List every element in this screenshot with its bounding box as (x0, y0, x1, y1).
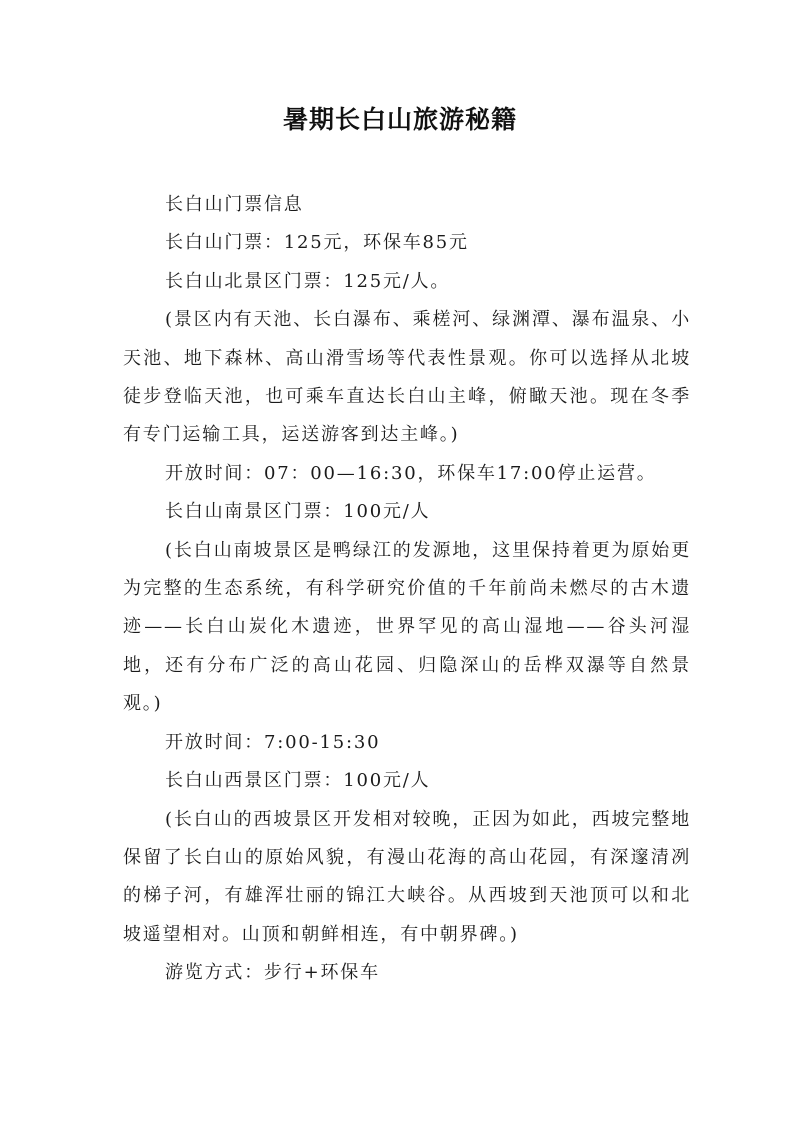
paragraph-south-hours: 开放时间：7:00-15:30 (165, 731, 381, 753)
paragraph-south-description: (长白山南坡景区是鸭绿江的发源地，这里保持着更为原始更为完整的生态系统，有科学研究价值的千年前尚未燃尽的古木遗迹——长白山炭化木遗迹，世界罕见的高山湿地——谷头河湿地，还有分布广泛的高山花园、归隐深山的岳桦双瀑等自然景观。) (123, 539, 691, 715)
paragraph-west-description: (长白山的西坡景区开发相对较晚，正因为如此，西坡完整地保留了长白山的原始风貌，有漫山花海的高山花园，有深邃清冽的梯子河，有雄浑壮丽的锦江大峡谷。从西坡到天池顶可以和北坡遥望相对。山顶和朝鲜相连，有中朝界碑。) (123, 808, 691, 945)
paragraph-south-ticket: 长白山南景区门票：100元/人 (165, 501, 431, 523)
document-title: 暑期长白山旅游秘籍 (282, 105, 517, 134)
paragraph-tour-method: 游览方式：步行+环保车 (165, 962, 380, 984)
paragraph-north-ticket: 长白山北景区门票：125元/人。 (165, 270, 451, 292)
document-body (123, 186, 691, 993)
paragraph-north-hours: 开放时间：07：00—16:30，环保车17:00停止运营。 (165, 462, 657, 484)
paragraph-ticket-info-heading: 长白山门票信息 (165, 194, 304, 215)
paragraph-ticket-price: 长白山门票：125元，环保车85元 (165, 232, 469, 254)
paragraph-north-description: (景区内有天池、长白瀑布、乘槎河、绿渊潭、瀑布温泉、小天池、地下森林、高山滑雪场等代表性景观。你可以选择从北坡徒步登临天池，也可乘车直达长白山主峰，俯瞰天池。现在冬季有专门运输工具，运送游客到达主峰。) (123, 309, 691, 446)
paragraph-west-ticket: 长白山西景区门票：100元/人 (165, 770, 431, 792)
